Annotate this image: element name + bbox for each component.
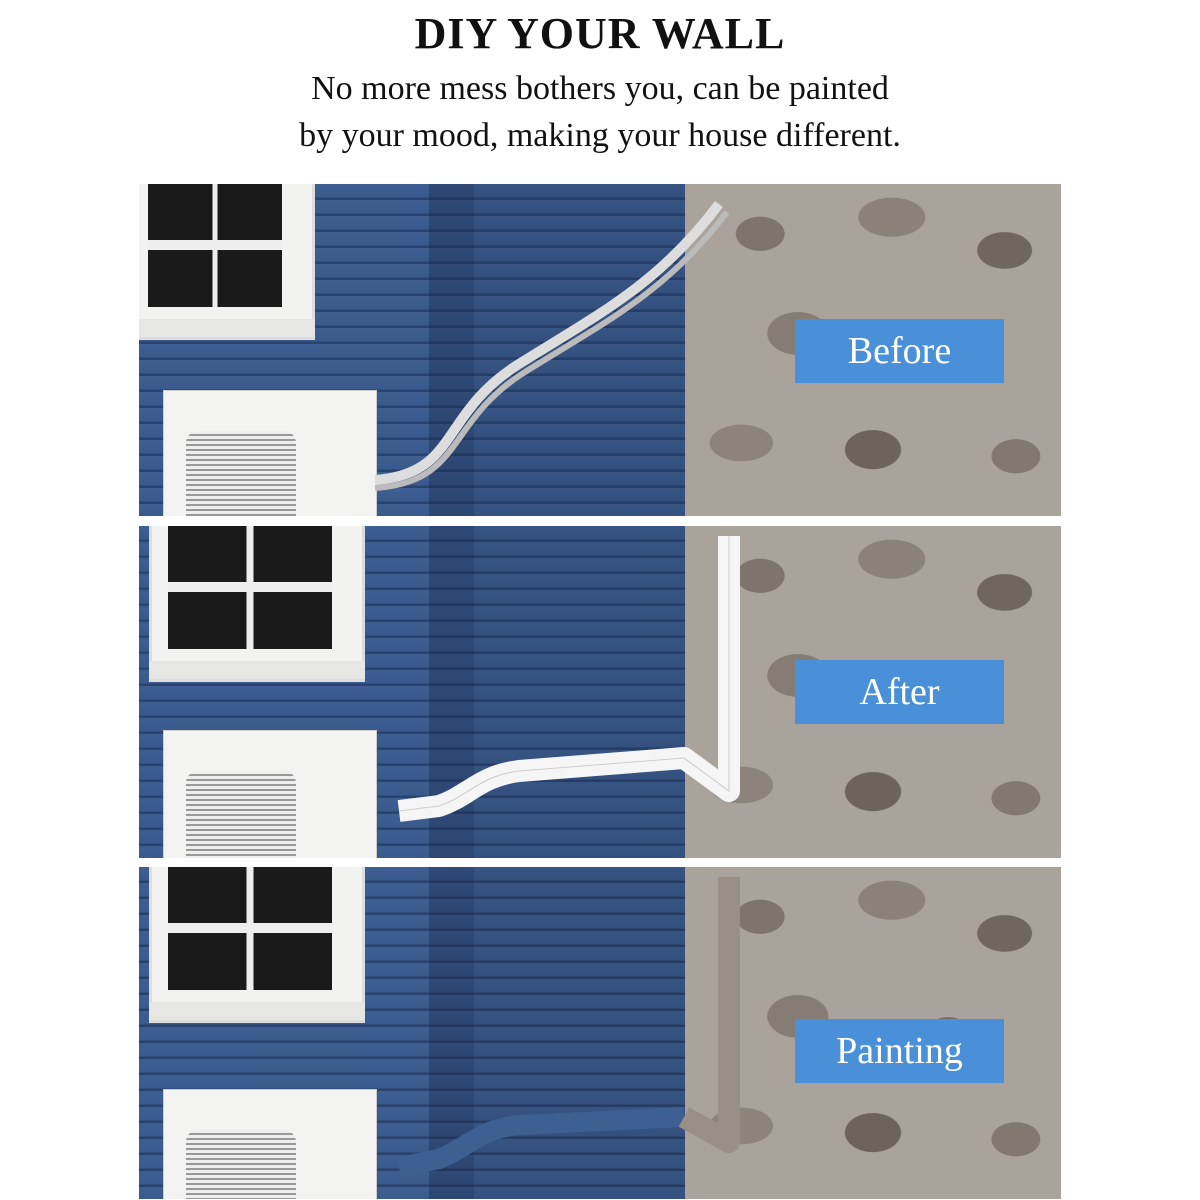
after-panel [139,526,1061,858]
subtitle-line-1: No more mess bothers you, can be painted [311,70,889,107]
painting-panel [139,867,1061,1199]
after-label: After [795,660,1004,724]
page-title: DIY YOUR WALL [414,9,786,58]
before-label: Before [795,319,1004,383]
before-panel [139,184,1061,516]
painting-label: Painting [795,1019,1004,1083]
subtitle-line-2: by your mood, making your house different. [299,117,901,154]
